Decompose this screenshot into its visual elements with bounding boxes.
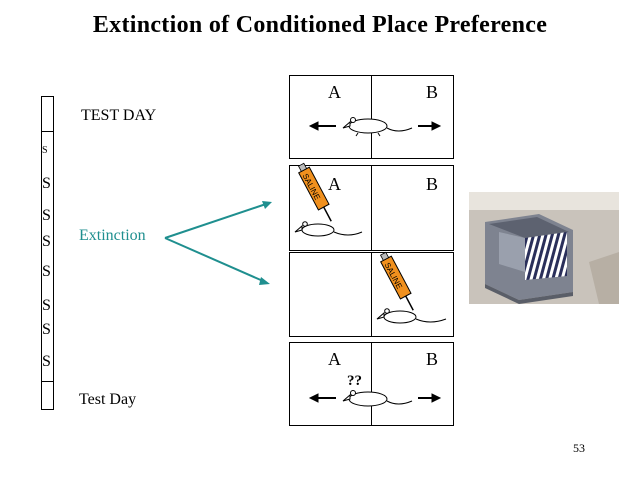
question-marks: ??	[347, 373, 362, 389]
extinction-panel-a	[289, 165, 454, 251]
rat-icon	[290, 343, 455, 427]
test-day-bottom-panel	[289, 342, 454, 426]
syringe-label: SALINE	[382, 261, 404, 291]
compartment-b-label: B	[426, 349, 439, 369]
syringe-label: SALINE	[300, 172, 322, 202]
column-cell: S	[42, 264, 53, 280]
place-preference-box-photo	[469, 192, 619, 304]
extinction-label: Extinction	[79, 227, 146, 244]
compartment-a-label: A	[328, 349, 341, 369]
compartment-a-label: A	[328, 174, 341, 194]
rat-icon	[290, 253, 455, 338]
column-cell: S	[42, 176, 53, 192]
rat-icon	[290, 76, 455, 160]
compartment-a-label: A	[328, 82, 341, 102]
column-cell: S	[42, 234, 53, 250]
test-day-bottom-label: Test Day	[79, 391, 137, 408]
slide-title: Extinction of Conditioned Place Preference	[92, 12, 548, 38]
column-cell: S	[42, 322, 53, 338]
extinction-panel-b	[289, 252, 454, 337]
small-s-mark: S	[42, 146, 53, 156]
rat-icon	[290, 166, 455, 252]
column-cell: S	[42, 354, 53, 370]
compartment-b-label: B	[426, 174, 439, 194]
compartment-b-label: B	[426, 82, 439, 102]
page-number: 53	[573, 441, 585, 455]
column-cell: S	[42, 298, 53, 314]
test-day-top-label: TEST DAY	[81, 107, 157, 124]
test-day-panel	[289, 75, 454, 159]
column-cell: S	[42, 208, 53, 224]
